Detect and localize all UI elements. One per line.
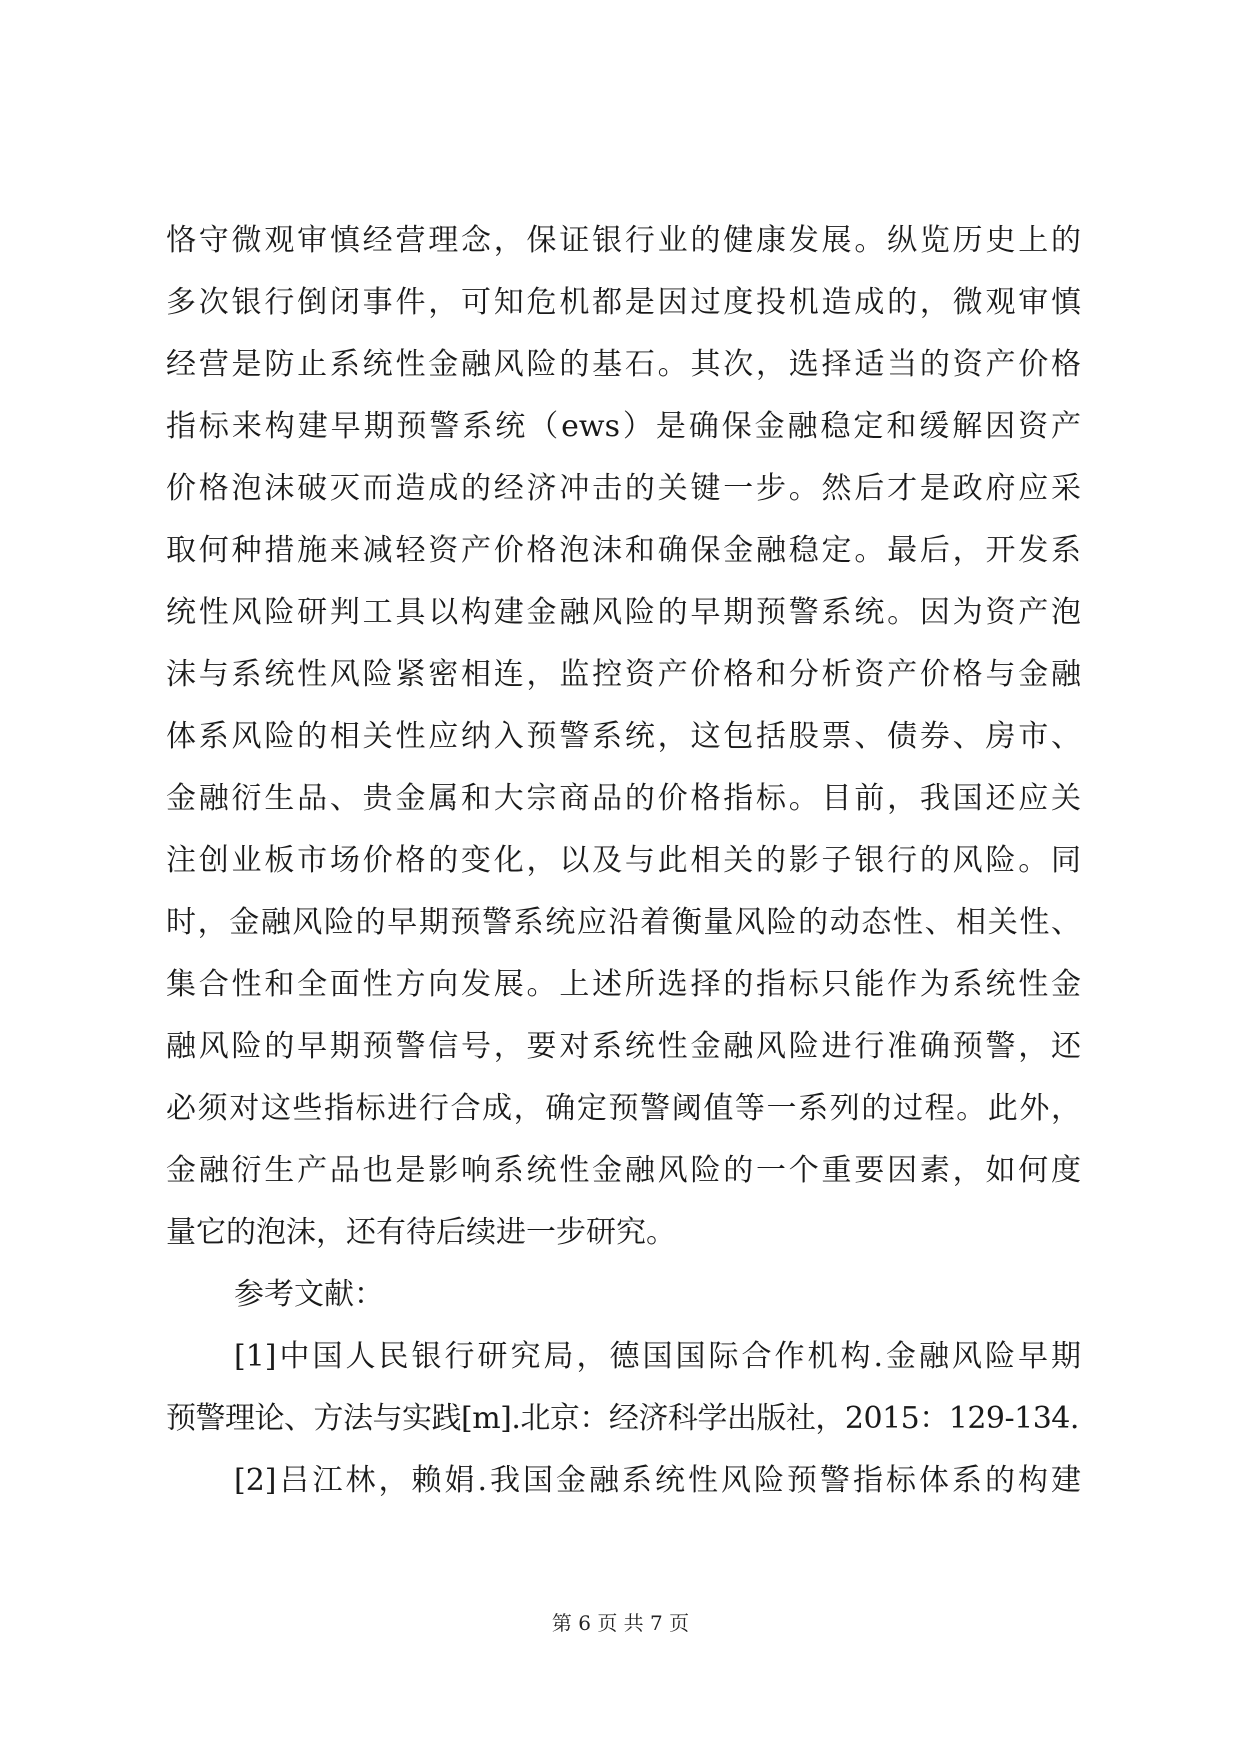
paragraph-line: 指标来构建早期预警系统（ews）是确保金融稳定和缓解因资产 — [166, 409, 1081, 444]
reference-1-line-2: 预警理论、方法与实践[m].北京：经济科学出版社，2015：129-134. — [166, 1401, 1079, 1436]
paragraph-line: 沫与系统性风险紧密相连，监控资产价格和分析资产价格与金融 — [166, 657, 1081, 692]
references-heading: 参考文献： — [234, 1277, 384, 1312]
paragraph-line: 取何种措施来减轻资产价格泡沫和确保金融稳定。最后，开发系 — [166, 533, 1081, 568]
paragraph-line: 多次银行倒闭事件，可知危机都是因过度投机造成的，微观审慎 — [166, 285, 1081, 320]
paragraph-line: 统性风险研判工具以构建金融风险的早期预警系统。因为资产泡 — [166, 595, 1081, 630]
reference-1-line-1: [1]中国人民银行研究局，德国国际合作机构.金融风险早期 — [234, 1339, 1081, 1374]
paragraph-line: 时，金融风险的早期预警系统应沿着衡量风险的动态性、相关性、 — [166, 905, 1081, 940]
paragraph-line: 体系风险的相关性应纳入预警系统，这包括股票、债券、房市、 — [166, 719, 1081, 754]
paragraph-line: 价格泡沫破灭而造成的经济冲击的关键一步。然后才是政府应采 — [166, 471, 1081, 506]
paragraph-line: 融风险的早期预警信号，要对系统性金融风险进行准确预警，还 — [166, 1029, 1081, 1064]
body-paragraph — [166, 210, 1081, 1512]
paragraph-line: 注创业板市场价格的变化，以及与此相关的影子银行的风险。同 — [166, 843, 1081, 878]
page-number-footer: 第 6 页 共 7 页 — [551, 1611, 690, 1635]
paragraph-line: 必须对这些指标进行合成，确定预警阈值等一系列的过程。此外， — [166, 1091, 1081, 1126]
paragraph-line: 金融衍生品、贵金属和大宗商品的价格指标。目前，我国还应关 — [166, 781, 1081, 816]
paragraph-line: 量它的泡沫，还有待后续进一步研究。 — [166, 1215, 676, 1250]
paragraph-line: 金融衍生产品也是影响系统性金融风险的一个重要因素，如何度 — [166, 1153, 1081, 1188]
reference-2-line-1: [2]吕江林，赖娟.我国金融系统性风险预警指标体系的构建 — [234, 1463, 1081, 1498]
paragraph-line: 经营是防止系统性金融风险的基石。其次，选择适当的资产价格 — [166, 347, 1081, 382]
paragraph-line: 恪守微观审慎经营理念，保证银行业的健康发展。纵览历史上的 — [166, 223, 1081, 258]
paragraph-line: 集合性和全面性方向发展。上述所选择的指标只能作为系统性金 — [166, 967, 1081, 1002]
